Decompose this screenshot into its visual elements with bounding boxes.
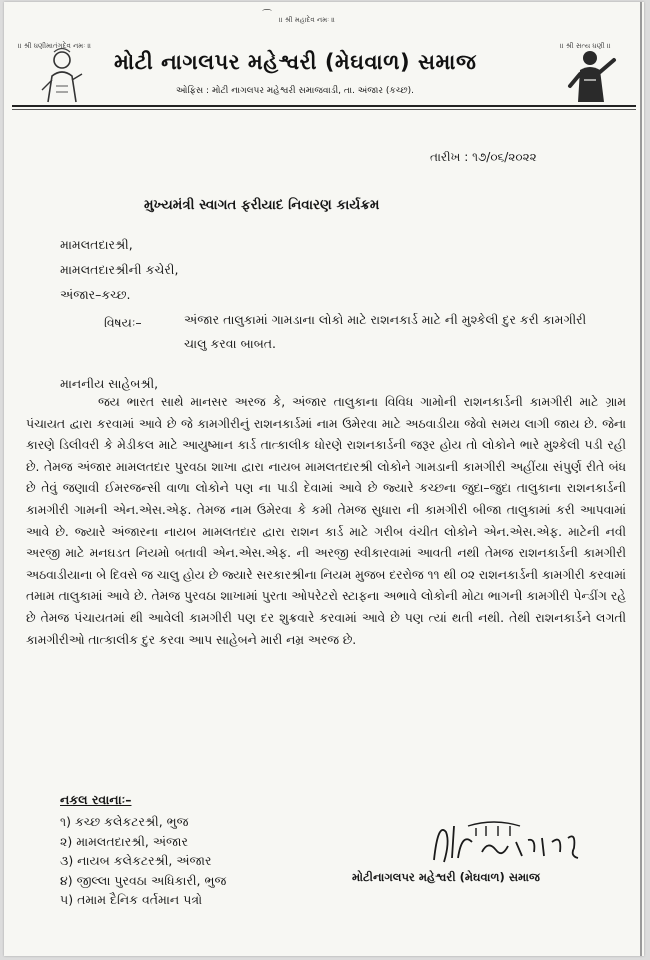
letter-date: તારીખ : ૧૭/૦૬/૨૦૨૨ [430, 150, 537, 164]
copy-item: ૩) નાયબ કલેકટરશ્રી, અંજાર [60, 853, 212, 868]
copy-heading: નકલ રવાનાઃ– [60, 792, 132, 807]
handwritten-signature [424, 812, 604, 876]
subject-text: અંજાર તાલુકામાં ગામડાના લોકો માટે રાશનકાર્ડ માટે ની મુશ્કેલી દુર કરી કામગીરી ચાલુ કરવા બાબત. [184, 312, 587, 351]
left-invocation: ॥ શ્રી ધણીમાતંગદેવ નમઃ ॥ [18, 42, 92, 50]
center-invocation: ॥ શ્રી મહાદેવ નમઃ ॥ [279, 16, 336, 24]
top-mark-icon: ⌒ [262, 10, 272, 21]
office-address: ઓફિસ : મોટી નાગલપર મહેશ્વરી સમાજવાડી, તા. અંજાર (કચ્છ). [176, 86, 414, 96]
letter-page [4, 2, 644, 956]
right-portrait-icon [564, 46, 620, 104]
left-portrait-icon [34, 46, 90, 104]
addressee-line-3: અંજાર–કચ્છ. [60, 287, 131, 302]
salutation: માનનીય સાહેબશ્રી, [60, 376, 159, 391]
letter-body: જય ભારત સાથે માનસર અરજ કે, અંજાર તાલુકાના વિવિધ ગામોની રાશનકાર્ડની કામગીરી માટે ગ્રામ પંચાયત દ્વારા કરવામાં આવે છે જે કામગીરીનું રાશનકાર્ડમાં નામ ઉમેરવા માટે અઠવાડીયા જેવો સમય લાગી જાય છે. જેના કારણે ડિલીવરી કે મેડીકલ માટે આયુષ્માન કાર્ડ તાત્કાલીક ધોરણે રાશનકાર્ડની જરૂર હોય તો લોકોને ભારે મુશ્કેલી પડી રહી છે. તેમજ અંજાર મામલતદાર પુરવઠા શાખા દ્વારા નાયબ મામલતદારશ્રી લોકોને ગામડાની કામગીરી અહીંયા સંપુર્ણ રીતે બંધ છે તેવું જણાવી ઈમરજન્સી વાળા લોકોને પણ ના પાડી દેવામાં આવે છે જ્યારે કચ્છના જુદા–જુદા તાલુકાના રાશનકાર્ડની કામગીરી ગામની એન.એસ.એફ. તેમજ નામ ઉમેરવા કે કમી તેમજ સુધારા ની કામગીરી બીજા તાલુકામાં કરી આપવામાં આવે છે. જ્યારે અંજારના નાયબ મામલતદાર દ્વારા રાશન કાર્ડ માટે ગરીબ વંચીત લોકોને એન.એસ.એફ. માટેની નવી અરજી માટે મનઘડત નિયમો બતાવી એન.એસ.એફ. ની અરજી સ્વીકારવામાં આવતી નથી તેમજ રાશનકાર્ડની કામગીરી અઠવાડીયાના બે દિવસે જ ચાલુ હોય છે જ્યારે સરકારશ્રીના નિયમ મુજબ દરરોજ ૧૧ થી ૦૨ રાશનકાર્ડની કામગીરી કરવામાં તમામ તાલુકામાં આવે છે. તેમજ પુરવઠા શાખામાં પુરતા ઓપરેટરો સ્ટાફના અભાવે લોકોની મોટા ભાગની કામગીરી પેન્ડીંગ રહે છે તેમજ પંચાયતમાં થી આવેલી કામગીરી પણ દર શુક્રવારે કરવામાં આવે છે પણ ત્યાં થતી નથી. તેથી રાશનકાર્ડને લગતી કામગીરીઓ તાત્કાલીક દુર કરવા આપ સાહેબને મારી નમ્ર અરજ છે. [26, 395, 626, 647]
addressee-line-1: મામલતદારશ્રી, [60, 237, 133, 252]
copy-list [60, 812, 226, 910]
copy-item: ૪) જીલ્લા પુરવઠા અધિકારી, ભુજ [60, 872, 227, 888]
copy-item: ૨) મામલતદારશ્રી, અંજાર [60, 833, 188, 849]
right-invocation: ॥ શ્રી સત્ય ધણી ॥ [560, 42, 611, 50]
page-edge [640, 2, 642, 956]
program-title: મુખ્યમંત્રી સ્વાગત ફરીયાદ નિવારણ કાર્યક્રમ [144, 197, 380, 213]
copy-item: ૧) કચ્છ કલેકટરશ્રી, ભુજ [60, 814, 189, 829]
header-rule [12, 105, 636, 107]
subject-label: વિષયઃ– [104, 315, 142, 330]
addressee-block [60, 232, 178, 307]
organization-name: મોટી નાગલપર મહેશ્વરી (મેઘવાળ) સમાજ [114, 50, 477, 74]
copy-item: ૫) તમામ દૈનિક વર્તમાન પત્રો [60, 892, 203, 907]
signature-organization: મોટીનાગલપર મહેશ્વરી (મેઘવાળ) સમાજ [352, 870, 540, 884]
addressee-line-2: મામલતદારશ્રીની કચેરી, [60, 262, 179, 277]
header-rule-thin [12, 109, 636, 110]
